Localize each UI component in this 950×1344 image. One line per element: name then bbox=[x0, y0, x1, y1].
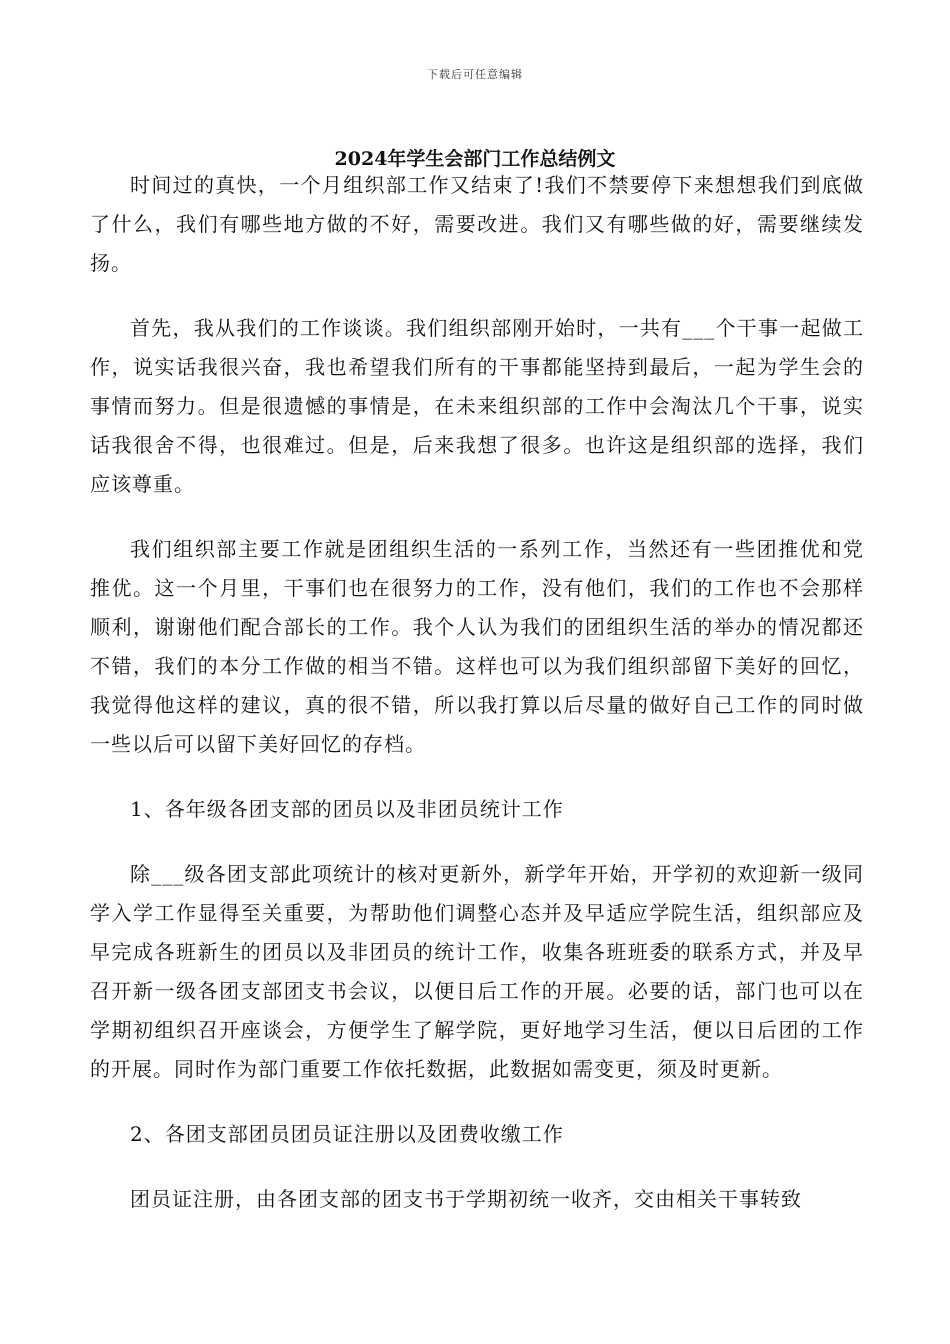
document-title: 2024年学生会部门工作总结例文 bbox=[334, 148, 616, 170]
section-1-body: 除___级各团支部此项统计的核对更新外，新学年开始，开学初的欢迎新一级同学入学工作显得至关重要，为帮助他们调整心态并及早适应学院生活，组织部应及早完成各班新生的团员以及非团员的统计工作，收集各班班委的联系方式，并及早召开新一级各团支部团支书会议，以便日后工作的开展。必要的话，部门也可以在学期初组织召开座谈会，方便学生了解学院，更好地学习生活，便以日后团的工作的开展。同时作为部门重要工作依托数据，此数据如需变更，须及时更新。 bbox=[90, 862, 864, 1081]
document-body bbox=[90, 166, 864, 1245]
paragraph-main-work: 我们组织部主要工作就是团组织生活的一系列工作，当然还有一些团推优和党推优。这一个月里，干事们也在很努力的工作，没有他们，我们的工作也不会那样顺利，谢谢他们配合部长的工作。我个人认为我们的团组织生活的举办的情况都还不错，我们的本分工作做的相当不错。这样也可以为我们组织部留下美好的回忆，我觉得他这样的建议，真的很不错，所以我打算以后尽量的做好自己工作的同时做一些以后可以留下美好回忆的存档。 bbox=[90, 537, 864, 756]
section-2-heading: 2、各团支部团员团员证注册以及团费收缴工作 bbox=[130, 1122, 564, 1146]
page-header-note: 下载后可任意编辑 bbox=[427, 68, 523, 81]
section-1-heading: 1、各年级各团支部的团员以及非团员统计工作 bbox=[130, 797, 564, 821]
section-2-body: 团员证注册，由各团支部的团支书于学期初统一收齐，交由相关干事转致 bbox=[130, 1187, 802, 1211]
paragraph-intro: 时间过的真快，一个月组织部工作又结束了!我们不禁要停下来想想我们到底做了什么，我们有哪些地方做的不好，需要改进。我们又有哪些做的好，需要继续发扬。 bbox=[90, 173, 864, 275]
paragraph-first: 首先，我从我们的工作谈谈。我们组织部刚开始时，一共有___个干事一起做工作，说实话我很兴奋，我也希望我们所有的干事都能坚持到最后，一起为学生会的事情而努力。但是很遗憾的事情是，在未来组织部的工作中会淘汰几个干事，说实话我很舍不得，也很难过。但是，后来我想了很多。也许这是组织部的选择，我们应该尊重。 bbox=[90, 316, 864, 496]
